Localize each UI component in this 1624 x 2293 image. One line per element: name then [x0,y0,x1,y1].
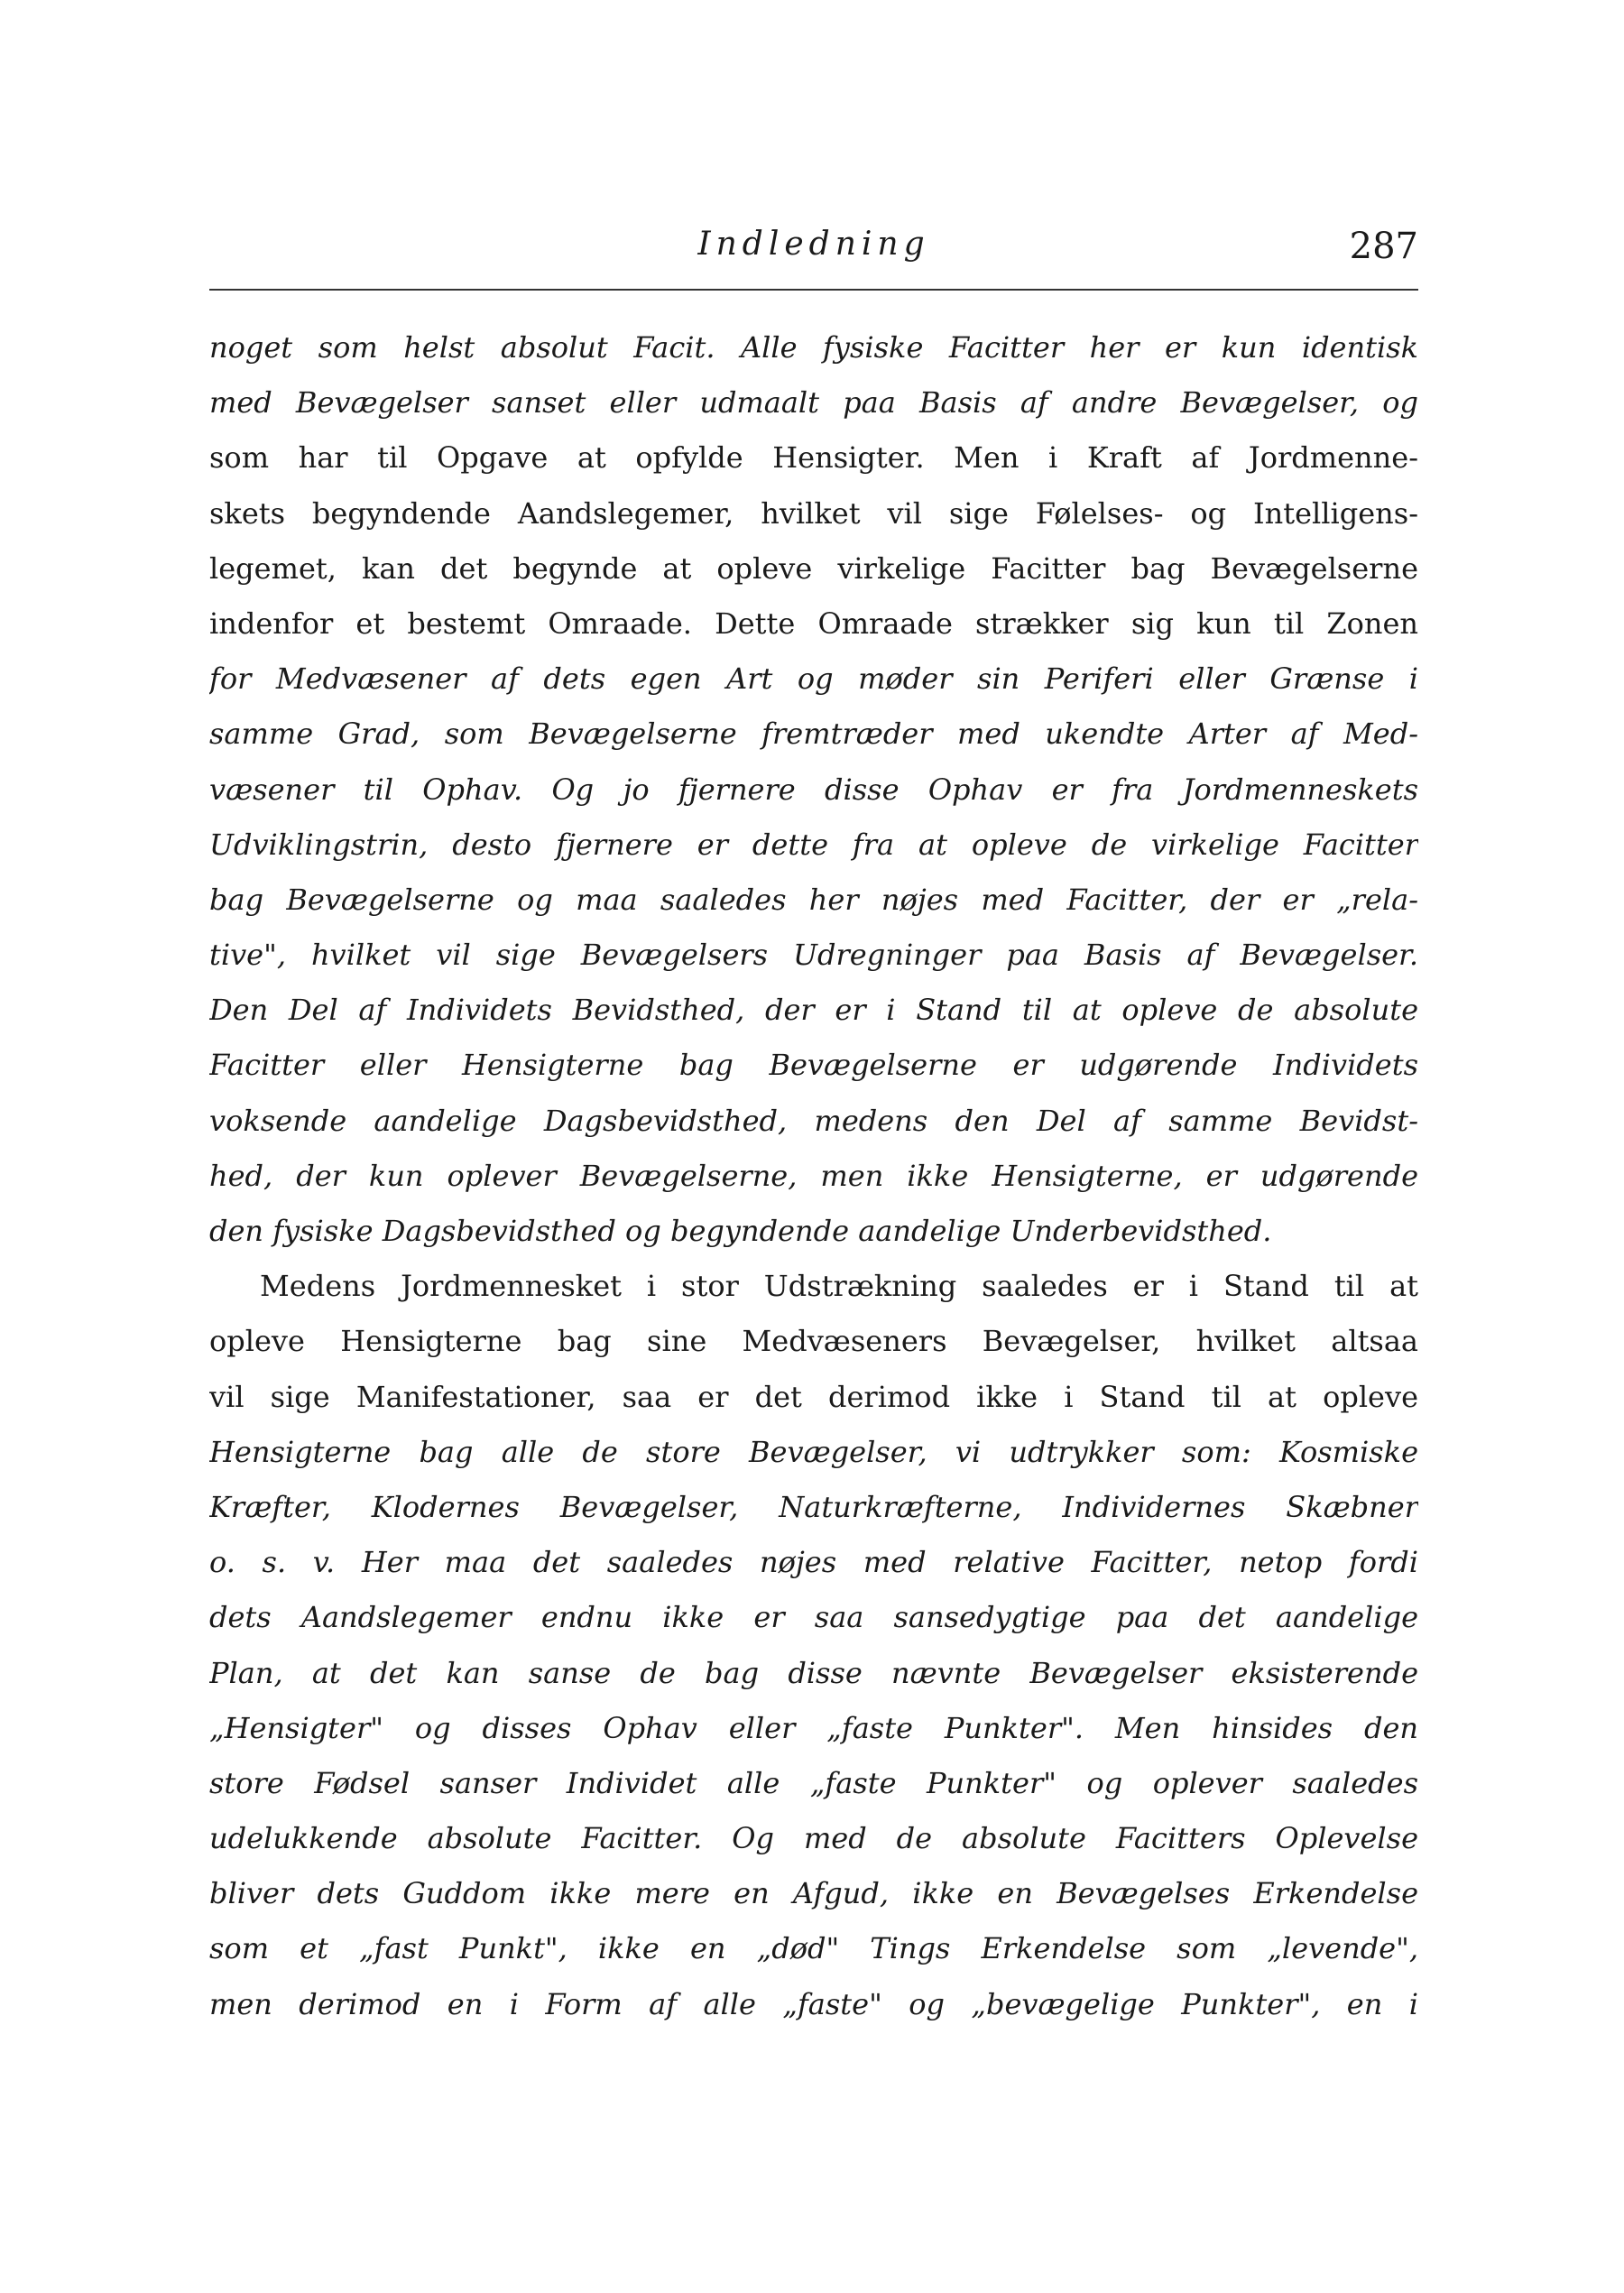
text-line: Hensigterne bag alle de store Bevægelser, vi udtrykker som: Kosmiske [209,1434,1418,1469]
text-line: skets begyndende Aandslegemer, hvilket vil sige Følelses- og Intelligens- [209,495,1418,531]
text-line: som et „fast Punkt", ikke en „død" Tings Erkendelse som „levende", [209,1931,1418,1966]
body-text [209,320,1418,2032]
text-line: „Hensigter" og disses Ophav eller „faste Punkter". Men hinsides den [209,1710,1418,1745]
text-line: Plan, at det kan sanse de bag disse nævnte Bevægelser eksisterende [209,1655,1418,1690]
text-line: for Medvæsener af dets egen Art og møder sin Periferi eller Grænse i [209,661,1418,697]
text-line: bliver dets Guddom ikke mere en Afgud, ikke en Bevægelses Erkendelse [209,1876,1418,1911]
text-line: men derimod en i Form af alle „faste" og „bevægelige Punkter", en i [209,1986,1418,2021]
text-line: voksende aandelige Dagsbevidsthed, medens den Del af samme Bevidst- [209,1103,1418,1138]
running-head: Indledning [697,226,930,263]
page-number: 287 [1349,226,1418,267]
text-line: store Fødsel sanser Individet alle „faste Punkter" og oplever saaledes [209,1765,1418,1800]
text-line: Den Del af Individets Bevidsthed, der er i Stand til at opleve de absolute [209,993,1418,1028]
text-line: Medens Jordmennesket i stor Udstrækning saaledes er i Stand til at [260,1269,1418,1304]
text-line: med Bevægelser sanset eller udmaalt paa Basis af andre Bevægelser, og [209,385,1418,421]
text-line: dets Aandslegemer endnu ikke er saa sansedygtige paa det aandelige [209,1600,1418,1635]
text-line: udelukkende absolute Facitter. Og med de absolute Facitters Oplevelse [209,1821,1418,1856]
text-line: Udviklingstrin, desto fjernere er dette fra at opleve de virkelige Facitter [209,827,1418,862]
text-line: den fysiske Dagsbevidsthed og begyndende aandelige Underbevidsthed. [209,1214,1272,1248]
text-line: opleve Hensigterne bag sine Medvæseners Bevægelser, hvilket altsaa [209,1324,1418,1359]
text-line: Kræfter, Klodernes Bevægelser, Naturkræfterne, Individernes Skæbner [209,1489,1418,1524]
text-line: hed, der kun oplever Bevægelserne, men ikke Hensigterne, er udgørende [209,1158,1418,1193]
text-line: som har til Opgave at opfylde Hensigter. Men i Kraft af Jordmenne- [209,440,1418,476]
text-line: bag Bevægelserne og maa saaledes her nøjes med Facitter, der er „rela- [209,882,1418,917]
page-header [209,226,1418,291]
text-line: legemet, kan det begynde at opleve virkelige Facitter bag Bevægelserne [209,550,1418,586]
text-line: samme Grad, som Bevægelserne fremtræder med ukendte Arter af Med- [209,717,1418,752]
text-line: væsener til Ophav. Og jo fjernere disse Ophav er fra Jordmenneskets [209,772,1418,807]
text-line: tive", hvilket vil sige Bevægelsers Udregninger paa Basis af Bevægelser. [209,938,1418,973]
text-line: o. s. v. Her maa det saaledes nøjes med relative Facitter, netop fordi [209,1545,1418,1580]
text-line: noget som helst absolut Facit. Alle fysiske Facitter her er kun identisk [209,330,1418,365]
text-line: vil sige Manifestationer, saa er det derimod ikke i Stand til at opleve [209,1379,1418,1414]
text-line: indenfor et bestemt Omraade. Dette Omraade strækker sig kun til Zonen [209,606,1418,641]
text-line: Facitter eller Hensigterne bag Bevægelserne er udgørende Individets [209,1048,1418,1083]
